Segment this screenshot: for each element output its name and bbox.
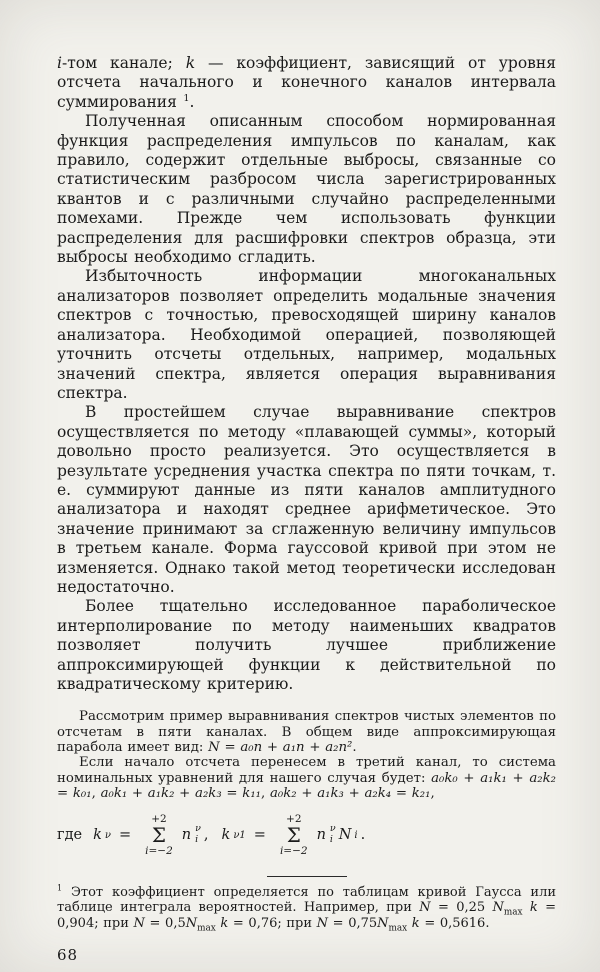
text-segment: k <box>220 915 229 931</box>
text-segment: a₀n + a₁n + a₂n² <box>240 740 353 755</box>
text-segment: , <box>261 785 270 801</box>
text-segment: . <box>189 92 195 111</box>
text-segment: = 0,75 <box>328 915 378 931</box>
text-segment: = <box>219 740 241 755</box>
text-segment: a₀k₂ + a₁k₃ + a₂k₄ = k₂₁ <box>269 785 431 801</box>
paragraph-information-redundancy: Избыточность информации многоканальных анализаторов позволяет определить модальные значения спектров с точностью, превосходящей ширину каналов анализатора. Необходимой операцией, позволяющей уточнить отсчеты отдельных, например, модальных значений спектра, является операция выравнивания спектра. <box>57 267 556 402</box>
text-segment: k <box>411 915 420 931</box>
paragraph-normalized-function: Полученная описанным способом нормированная функция распределения импульсов по каналам, как правило, содержит отдельные выбросы, связанные со статистическим разбросом числа зарегистрированных квантов и с различными случайно распределенными помехами. Прежде чем использовать функции распределения для расшифровки спектров образца, эти выбросы необходимо сгладить. <box>57 112 556 267</box>
k-nu1-variable: k <box>221 827 231 844</box>
equation-block <box>57 814 556 856</box>
equation-lead-word: где <box>57 827 83 844</box>
period: . <box>360 827 366 844</box>
text-segment: k <box>185 54 196 72</box>
text-segment: N <box>133 915 145 931</box>
text-segment: = 0,5616. <box>419 915 490 931</box>
n-scripts-2 <box>330 824 336 846</box>
text-segment: a₀k₀ + a₁k₁ + a₂k₂ = k₀₁ <box>57 770 556 801</box>
text-segment: -том канале; <box>61 54 186 72</box>
summation-lower-limit-2: i=−2 <box>279 844 308 857</box>
k-nu-variable: k <box>93 827 102 844</box>
text-segment: N <box>208 740 220 755</box>
capital-n-variable: N <box>338 827 352 844</box>
text-segment: , <box>430 785 435 801</box>
text-segment: Если начало отсчета перенесем в третий канал, то система номинальных уравнений для нашего случая будет: <box>57 755 556 786</box>
text-segment: N <box>185 915 198 931</box>
paragraph-parabolic-interpolation: Более тщательно исследованное параболическое интерполирование по методу наименьших квадратов позволяет получить лучшее приближение аппроксимирующей функции к действительной по квадратическому критерию. <box>57 597 556 693</box>
n-subscript: i <box>195 834 199 846</box>
paragraph-floating-sum-method: В простейшем случае выравнивание спектров осуществляется по методу «плавающей суммы», который довольно просто реализуется. Это осуществляется в результате усреднения участка спектра по пяти точкам, т. е. суммируют данные из пяти каналов амплитудного анализатора и находят среднее арифметическое. Это значение принимают за сглаженную величину импульсов в третьем канале. Форма гауссовой кривой при этом не изменяется. Однако такой метод теоретически исследован недостаточно. <box>57 403 556 596</box>
text-segment: k <box>529 900 538 916</box>
n-variable: n <box>181 827 192 844</box>
k-nu-subscript: ν <box>104 829 111 841</box>
summation-upper-limit: +2 <box>151 813 167 826</box>
text-segment: max <box>197 923 216 934</box>
summation-symbol <box>145 814 173 856</box>
equals-sign: = <box>119 827 132 844</box>
small-print-section <box>57 709 556 856</box>
k-nu1-subscript: ν1 <box>233 829 246 841</box>
text-segment: 1 <box>183 92 190 104</box>
paragraph-nominal-equations <box>57 755 556 801</box>
sigma-icon: Σ <box>151 822 167 847</box>
text-segment: N <box>419 900 431 916</box>
summation-upper-limit-2: +2 <box>286 813 302 826</box>
text-segment: Этот коэффициент определяется по таблицам кривой Гаусса или таблице интеграла вероятностей. Например, при <box>57 885 556 916</box>
text-segment: — коэффициент, зависящий от уровня отсчета начального и конечного каналов интервала суммирования <box>57 54 557 111</box>
paragraph-continuation <box>57 54 556 112</box>
text-segment: = 0,76; при <box>228 915 317 931</box>
footnote-rule <box>267 876 347 877</box>
n-scripts <box>195 824 201 846</box>
text-segment: = 0,904; при <box>57 900 557 931</box>
paragraph-example-intro <box>57 709 556 755</box>
page-number: 68 <box>57 945 79 964</box>
n-subscript-2: i <box>329 834 333 846</box>
text-segment: N <box>492 900 504 916</box>
text-segment: N <box>377 915 389 931</box>
text-segment: Рассмотрим пример выравнивания спектров чистых элементов по отсчетам в пяти каналах. В общем виде аппроксимирующая парабола имеет вид: <box>57 709 556 755</box>
text-segment: , <box>91 785 101 801</box>
text-segment: = 0,5 <box>144 915 186 931</box>
sigma-icon-2: Σ <box>286 822 301 847</box>
equals-sign-2: = <box>253 827 266 844</box>
text-segment: a₀k₁ + a₁k₂ + a₂k₃ = k₁₁ <box>100 785 262 801</box>
n-superscript-2: ν <box>329 823 336 835</box>
text-segment: 1 <box>57 883 63 893</box>
summation-lower-limit: i=−2 <box>145 844 173 857</box>
text-segment: max <box>388 923 408 934</box>
n-superscript: ν <box>195 823 201 835</box>
text-segment: i <box>57 54 62 72</box>
capital-n-subscript: i <box>354 829 358 841</box>
summation-symbol-2 <box>280 814 308 856</box>
comma: , <box>203 827 209 844</box>
text-column <box>57 54 556 964</box>
text-segment: . <box>352 740 357 755</box>
text-segment: = 0,25 <box>430 900 493 916</box>
n-variable-2: n <box>316 827 326 844</box>
footnote <box>57 883 557 934</box>
text-segment: N <box>316 915 329 931</box>
text-segment <box>523 900 530 915</box>
text-segment: max <box>503 907 523 918</box>
